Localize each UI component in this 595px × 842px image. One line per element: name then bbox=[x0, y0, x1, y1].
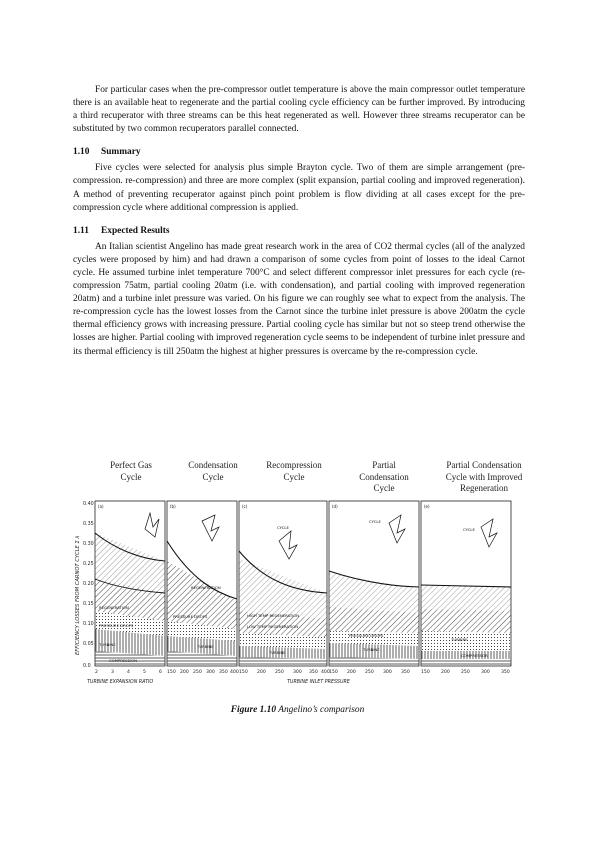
x-tick: 350 bbox=[401, 670, 410, 675]
x-tick: 4 bbox=[127, 670, 130, 675]
figure-caption bbox=[0, 705, 595, 715]
x-tick: 250 bbox=[461, 670, 470, 675]
summary-paragraph: Five cycles were selected for analysis plus simple Brayton cycle. Two of them are simple arrangement (pre-compression. re-compression) and three are more complex (split expansion, partial cooling and improved regeneration). A method of preventing recuperator against pinch point problem is flow dividing at all cases except for the pre-compression cycle where additional compression is applied. bbox=[73, 163, 525, 213]
expected-heading bbox=[73, 225, 525, 237]
x-tick: 350 bbox=[219, 670, 228, 675]
panel-title-1: Perfect Gas Cycle bbox=[110, 460, 152, 482]
y-tick: 0.15 bbox=[83, 602, 94, 607]
region-turbine: TURBINE bbox=[269, 650, 286, 655]
y-tick: 0.30 bbox=[83, 542, 94, 547]
summary-number: 1.10 bbox=[73, 147, 90, 158]
panel-code: (c) bbox=[242, 504, 248, 509]
region-high-temp-regen: HIGH TEMP REGENERATION bbox=[247, 613, 300, 618]
y-tick: 0.10 bbox=[83, 622, 94, 627]
x-tick: 2 bbox=[95, 670, 98, 675]
y-tick: 0.0 bbox=[83, 664, 91, 669]
y-axis-label: EFFICIENCY LOSSES FROM CARNOT CYCLE Σ λ bbox=[75, 535, 81, 655]
region-cycle: CYCLE bbox=[463, 527, 475, 532]
x-tick: 200 bbox=[441, 670, 450, 675]
y-tick: 0.40 bbox=[83, 502, 94, 507]
x-tick: 300 bbox=[383, 670, 392, 675]
region-regeneration: REGENERATION bbox=[99, 605, 129, 610]
x-ticks-panel-4 bbox=[329, 669, 410, 675]
x-tick: 200 bbox=[180, 670, 189, 675]
region-regeneration: REGENERATION bbox=[191, 585, 221, 590]
panel-code: (b) bbox=[170, 504, 176, 509]
region-compression: COMPRESSION bbox=[109, 658, 138, 663]
x-tick: 350 bbox=[309, 670, 318, 675]
region-low-temp-regen: LOW TEMP REGENERATION bbox=[247, 624, 299, 629]
region-turbine: TURBINE bbox=[99, 642, 116, 647]
panel-1 bbox=[95, 501, 165, 666]
x-axis-label-1: TURBINE EXPANSION RATIO bbox=[87, 680, 154, 685]
panel-4 bbox=[329, 501, 419, 666]
x-tick: 350 bbox=[501, 670, 510, 675]
summary-heading bbox=[73, 146, 525, 158]
intro-paragraph: For particular cases when the pre-compressor outlet temperature is above the main compressor outlet temperature there is an available heat to regenerate and the partial cooling cycle efficiency can be further improved. By introducing a third recuperator with three streams can be this heat regenerated as well. However three streams recuperator can be substituted by two common recuperators parallel connected. bbox=[73, 85, 525, 135]
x-tick: 150 bbox=[421, 670, 430, 675]
x-tick: 150 bbox=[329, 670, 338, 675]
x-tick: 3 bbox=[111, 670, 114, 675]
y-tick: 0.20 bbox=[83, 582, 94, 587]
x-tick: 250 bbox=[365, 670, 374, 675]
x-ticks-panel-2 bbox=[167, 669, 239, 675]
x-tick: 200 bbox=[257, 670, 266, 675]
x-axis-label-2: TURBINE INLET PRESSURE bbox=[287, 680, 350, 685]
x-tick: 150 bbox=[167, 670, 176, 675]
x-tick: 300 bbox=[481, 670, 490, 675]
expected-title: Expected Results bbox=[101, 225, 170, 236]
y-tick: 0.05 bbox=[83, 642, 94, 647]
x-tick: 5 bbox=[143, 670, 146, 675]
expected-paragraph: An Italian scientist Angelino has made great research work in the area of CO2 thermal cycles (all of the analyzed cycles were proposed by him) and had drawn a comparison of some cycles from point of losses to the ideal Carnot cycle. He assumed turbine inlet temperature 700°C and select different compressor inlet pressures for each cycle (re-compression 75atm, partial cooling 20atm (i.e. with condensation), and partial cooling with improved regeneration 20atm) and a turbine inlet pressure was varied. On his figure we can roughly see what to expect from the analysis. The re-compression cycle has the lowest losses from the Carnot since the turbine inlet pressure is above 200atm the cycle thermal efficiency grows with increasing pressure. Partial cooling cycle has similar but not so steep trend otherwise the losses are higher. Partial cooling with improved regeneration cycle seems to be independent of turbine inlet pressure and its thermal efficiency is till 250atm the highest at higher pressures is overcame by the re-compression cycle. bbox=[73, 241, 525, 357]
x-tick: 250 bbox=[275, 670, 284, 675]
x-tick: 200 bbox=[347, 670, 356, 675]
y-ticks bbox=[83, 501, 94, 669]
x-tick: 150 bbox=[239, 670, 248, 675]
caption-text: Angelino’s comparison bbox=[276, 705, 365, 715]
x-tick: 400 bbox=[230, 670, 239, 675]
y-tick: 0.25 bbox=[83, 562, 94, 567]
panel-title-4: Partial Condensation Cycle bbox=[359, 460, 409, 493]
region-cycle: CYCLE bbox=[277, 525, 289, 530]
panel-code: (e) bbox=[424, 504, 430, 509]
summary-title: Summary bbox=[101, 147, 141, 158]
y-tick: 0.35 bbox=[83, 522, 94, 527]
region-pressure-drops: PRESSURE DROPS bbox=[99, 623, 134, 628]
expected-number: 1.11 bbox=[73, 225, 89, 236]
caption-label: Figure 1.10 bbox=[230, 705, 277, 715]
angelino-figure bbox=[73, 460, 528, 695]
x-tick: 6 bbox=[159, 670, 162, 675]
x-tick: 250 bbox=[193, 670, 202, 675]
panel-code: (d) bbox=[332, 504, 338, 509]
figure-plot bbox=[73, 495, 528, 695]
panel-code: (a) bbox=[98, 504, 104, 509]
panel-titles bbox=[85, 460, 525, 500]
panel-title-5: Partial Condensation Cycle with Improved Regeneration bbox=[445, 460, 523, 493]
region-turbine: TURBINE bbox=[363, 647, 380, 652]
region-cycle: CYCLE bbox=[369, 519, 381, 524]
panel-title-3: Recompression Cycle bbox=[266, 460, 322, 482]
x-tick: 400 bbox=[321, 670, 330, 675]
panel-2 bbox=[167, 501, 237, 666]
region-pressure-drops: PRESSURE DROPS bbox=[173, 614, 208, 619]
page-body bbox=[73, 84, 525, 359]
region-compressor: COMPRESSOR bbox=[461, 653, 488, 658]
x-tick: 300 bbox=[206, 670, 215, 675]
region-turbine: TURBINE bbox=[451, 637, 468, 642]
panel-3 bbox=[239, 501, 327, 666]
panel-title-2: Condensation Cycle bbox=[188, 460, 238, 482]
x-ticks-panel-1 bbox=[95, 669, 162, 675]
region-turbine: TURBINE bbox=[197, 644, 214, 649]
x-ticks-panel-5 bbox=[421, 669, 510, 675]
panel-5 bbox=[421, 501, 511, 666]
x-ticks-panel-3 bbox=[239, 669, 330, 675]
x-tick: 300 bbox=[293, 670, 302, 675]
region-pressure-drops: PRESSURE DROPS bbox=[349, 633, 384, 638]
